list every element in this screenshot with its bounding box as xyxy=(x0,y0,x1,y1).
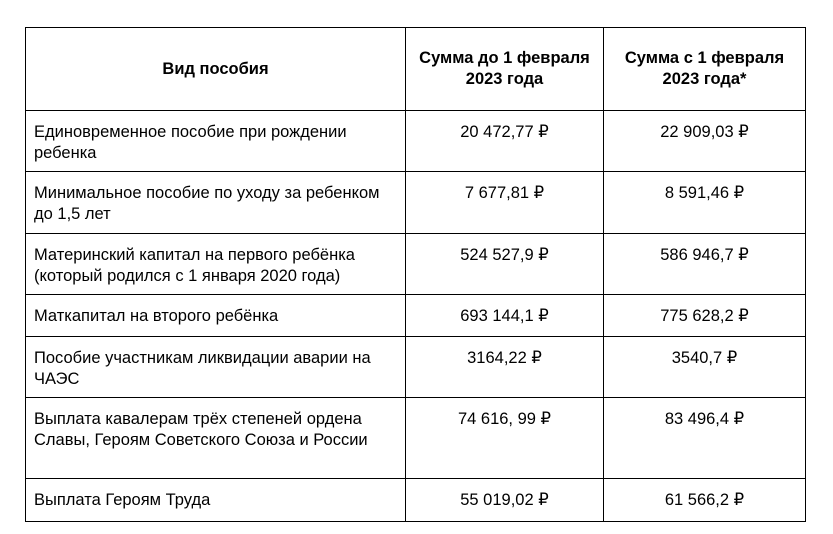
table-row xyxy=(26,234,806,295)
table-row xyxy=(26,398,806,479)
table-row xyxy=(26,172,806,234)
amount-before-cell xyxy=(406,234,604,295)
benefit-name-cell xyxy=(26,398,406,479)
benefit-name: Единовременное пособие при рождении ребенка xyxy=(34,123,347,162)
benefit-name-cell xyxy=(26,111,406,172)
benefit-name-cell xyxy=(26,234,406,295)
amount-before: 20 472,77 ₽ xyxy=(460,123,549,141)
table-row xyxy=(26,295,806,337)
amount-before: 524 527,9 ₽ xyxy=(460,246,549,264)
table-row xyxy=(26,111,806,172)
amount-after-cell xyxy=(604,111,806,172)
amount-after-cell xyxy=(604,398,806,479)
amount-after-cell xyxy=(604,295,806,337)
table-row xyxy=(26,337,806,398)
amount-after-cell xyxy=(604,479,806,522)
benefit-name-cell xyxy=(26,295,406,337)
benefit-name: Минимальное пособие по уходу за ребенком до 1,5 лет xyxy=(34,184,380,223)
amount-after: 8 591,46 ₽ xyxy=(664,184,745,202)
table-row xyxy=(26,479,806,522)
benefit-name-cell xyxy=(26,479,406,522)
benefit-name: Маткапитал на второго ребёнка xyxy=(34,307,279,325)
header-benefit-type xyxy=(26,28,406,111)
header-amount-after-label: Сумма с 1 февраля 2023 года* xyxy=(624,49,785,88)
benefit-name: Пособие участникам ликвидации аварии на ЧАЭС xyxy=(34,349,371,388)
benefit-name: Материнский капитал на первого ребёнка (который родился с 1 января 2020 года) xyxy=(34,246,355,285)
amount-after: 22 909,03 ₽ xyxy=(660,123,749,141)
amount-before: 3164,22 ₽ xyxy=(467,349,542,367)
amount-before-cell xyxy=(406,111,604,172)
amount-after: 83 496,4 ₽ xyxy=(664,410,745,428)
benefit-name-cell xyxy=(26,337,406,398)
amount-after: 3540,7 ₽ xyxy=(671,349,738,367)
amount-after: 775 628,2 ₽ xyxy=(660,307,749,325)
amount-before-cell xyxy=(406,172,604,234)
amount-before-cell xyxy=(406,337,604,398)
benefits-table xyxy=(25,27,806,522)
header-amount-before xyxy=(406,28,604,111)
amount-before-cell xyxy=(406,398,604,479)
amount-before-cell xyxy=(406,479,604,522)
amount-after-cell xyxy=(604,234,806,295)
benefit-name: Выплата кавалерам трёх степеней ордена Славы, Героям Советского Союза и России xyxy=(34,410,368,449)
amount-before: 74 616, 99 ₽ xyxy=(457,410,552,428)
amount-before: 55 019,02 ₽ xyxy=(460,491,549,509)
benefit-name-cell xyxy=(26,172,406,234)
amount-before-cell xyxy=(406,295,604,337)
table-header-row xyxy=(26,28,806,111)
amount-after-cell xyxy=(604,337,806,398)
header-benefit-type-label: Вид пособия xyxy=(162,59,269,78)
amount-after: 586 946,7 ₽ xyxy=(660,246,749,264)
amount-before: 7 677,81 ₽ xyxy=(464,184,545,202)
header-amount-after xyxy=(604,28,806,111)
amount-before: 693 144,1 ₽ xyxy=(460,307,549,325)
amount-after: 61 566,2 ₽ xyxy=(664,491,745,509)
benefit-name: Выплата Героям Труда xyxy=(34,491,211,509)
amount-after-cell xyxy=(604,172,806,234)
header-amount-before-label: Сумма до 1 февраля 2023 года xyxy=(419,49,590,88)
